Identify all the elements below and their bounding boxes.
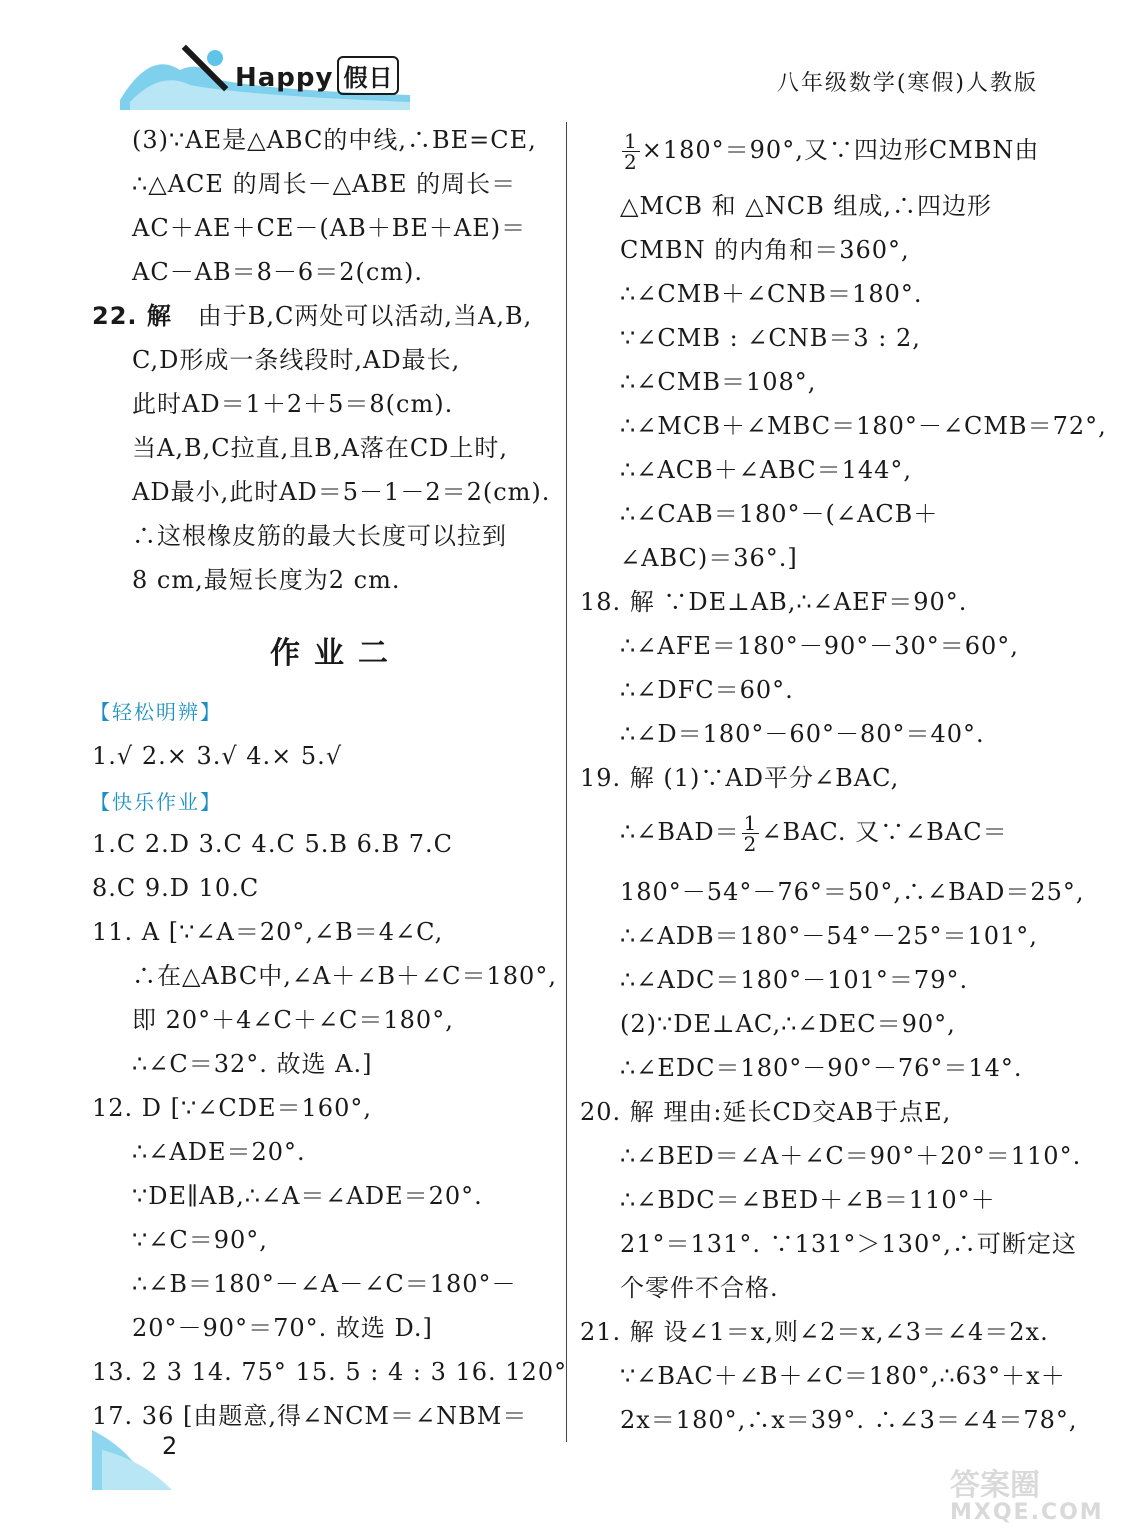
text-line: ∴在△ABC中,∠A＋∠B＋∠C＝180°,: [132, 962, 557, 990]
question-19: 19. 解 (1)∵AD平分∠BAC,: [580, 764, 900, 792]
text-line: CMBN 的内角和＝360°,: [620, 236, 910, 264]
text-line: C,D形成一条线段时,AD最长,: [132, 346, 461, 374]
text-line: △MCB 和 △NCB 组成,∴四边形: [620, 192, 993, 220]
text-line: 当A,B,C拉直,且B,A落在CD上时,: [132, 434, 509, 462]
text-line: 1.√ 2.× 3.√ 4.× 5.√: [92, 742, 343, 770]
text-line: ∴∠ACB＋∠ABC＝144°,: [620, 456, 913, 484]
text-line: ∴∠C＝32°. 故选 A.]: [132, 1050, 373, 1078]
text-line: (2)∵DE⊥AC,∴∠DEC＝90°,: [620, 1010, 956, 1038]
text-line: ∴∠MCB＋∠MBC＝180°－∠CMB＝72°,: [620, 412, 1107, 440]
fraction: $\frac{1}{2}$: [743, 811, 758, 856]
text-line: ∴∠ADC＝180°－101°＝79°.: [620, 966, 969, 994]
column-divider: [566, 122, 567, 1442]
footer-wave-icon: [92, 1420, 212, 1490]
questions-13-16: 13. 2 3 14. 75° 15. 5 : 4 : 3 16. 120°: [92, 1358, 568, 1386]
text-line: ∴∠CAB＝180°－(∠ACB＋: [620, 500, 939, 528]
text-line: 即 20°＋4∠C＋∠C＝180°,: [132, 1006, 454, 1034]
section-tag: 【轻松明辨】: [90, 700, 222, 724]
text-line: 2x＝180°,∴x＝39°. ∴∠3＝∠4＝78°,: [620, 1406, 1078, 1434]
text-line: ∴∠AFE＝180°－90°－30°＝60°,: [620, 632, 1019, 660]
question-20: 20. 解 理由:延长CD交AB于点E,: [580, 1098, 952, 1126]
question-12: 12. D [∵∠CDE＝160°,: [92, 1094, 372, 1122]
text-line: 21°＝131°. ∵131°＞130°,∴可断定这: [620, 1230, 1077, 1258]
text-line: AD最小,此时AD＝5－1－2＝2(cm).: [132, 478, 551, 506]
fraction: $\frac{1}{2}$: [624, 129, 638, 174]
text-line: ∴∠BED＝∠A＋∠C＝90°＋20°＝110°.: [620, 1142, 1082, 1170]
question-21: 21. 解 设∠1＝x,则∠2＝x,∠3＝∠4＝2x.: [580, 1318, 1049, 1346]
text-line: ∴∠CMB＋∠CNB＝180°.: [620, 280, 923, 308]
logo-text: Happy 假日: [235, 56, 399, 95]
question-17: 17. 36 [由题意,得∠NCM＝∠NBM＝: [92, 1402, 528, 1430]
text-line: ∴∠BDC＝∠BED＋∠B＝110°＋: [620, 1186, 996, 1214]
text-line: ∴这根橡皮筋的最大长度可以拉到: [132, 522, 507, 550]
text-line: (3)∵AE是△ABC的中线,∴BE=CE,: [132, 126, 537, 154]
watermark: 答案圈: [950, 1468, 1040, 1503]
page-header: [0, 0, 1128, 112]
question-11: 11. A [∵∠A＝20°,∠B＝4∠C,: [92, 918, 444, 946]
watermark-url: MXQE.COM: [950, 1500, 1104, 1525]
text-line: ∴∠EDC＝180°－90°－76°＝14°.: [620, 1054, 1023, 1082]
text-line: $\frac{1}{2}$ ×180°＝90°,又∵四边形CMBN由: [624, 129, 1040, 174]
section-tag: 【快乐作业】: [90, 790, 222, 814]
text-line: ∵DE∥AB,∴∠A＝∠ADE＝20°.: [132, 1182, 483, 1210]
text-line: ∵∠CMB : ∠CNB＝3 : 2,: [620, 324, 921, 352]
section-title: 作业二: [270, 636, 402, 671]
text-line: ∴∠ADB＝180°－54°－25°＝101°,: [620, 922, 1038, 950]
text-line: ∴∠CMB＝108°,: [620, 368, 817, 396]
text-line: 8.C 9.D 10.C: [92, 874, 260, 902]
question-18: 18. 解 ∵DE⊥AB,∴∠AEF＝90°.: [580, 588, 968, 616]
text-line: 8 cm,最短长度为2 cm.: [132, 566, 401, 594]
text-line: AC－AB＝8－6＝2(cm).: [132, 258, 424, 286]
text-line: 180°－54°－76°＝50°,∴∠BAD＝25°,: [620, 878, 1085, 906]
question-22: 22. 解 由于B,C两处可以活动,当A,B,: [92, 302, 533, 330]
text-line: 1.C 2.D 3.C 4.C 5.B 6.B 7.C: [92, 830, 454, 858]
text-line: 此时AD＝1＋2＋5＝8(cm).: [132, 390, 454, 418]
text-line: ∴∠BAD＝ $\frac{1}{2}$ ∠BAC. 又∵∠BAC＝: [620, 811, 1008, 856]
text-line: ∴∠ADE＝20°.: [132, 1138, 306, 1166]
text-line: 20°－90°＝70°. 故选 D.]: [132, 1314, 433, 1342]
text-line: ∴△ACE 的周长－△ABE 的周长＝: [132, 170, 517, 198]
header-title: 八年级数学(寒假)人教版: [776, 71, 1038, 96]
text-line: ∴∠D＝180°－60°－80°＝40°.: [620, 720, 985, 748]
text-line: ∴∠DFC＝60°.: [620, 676, 794, 704]
text-line: ∴∠B＝180°－∠A－∠C＝180°－: [132, 1270, 517, 1298]
page-number: 2: [162, 1432, 178, 1460]
text-line: 个零件不合格.: [620, 1274, 779, 1302]
text-line: ∵∠C＝90°,: [132, 1226, 268, 1254]
text-line: AC＋AE＋CE－(AB＋BE＋AE)＝: [132, 214, 527, 242]
text-line: ∠ABC)＝36°.]: [620, 544, 798, 572]
text-line: ∵∠BAC＋∠B＋∠C＝180°,∴63°＋x＋: [620, 1362, 1066, 1390]
